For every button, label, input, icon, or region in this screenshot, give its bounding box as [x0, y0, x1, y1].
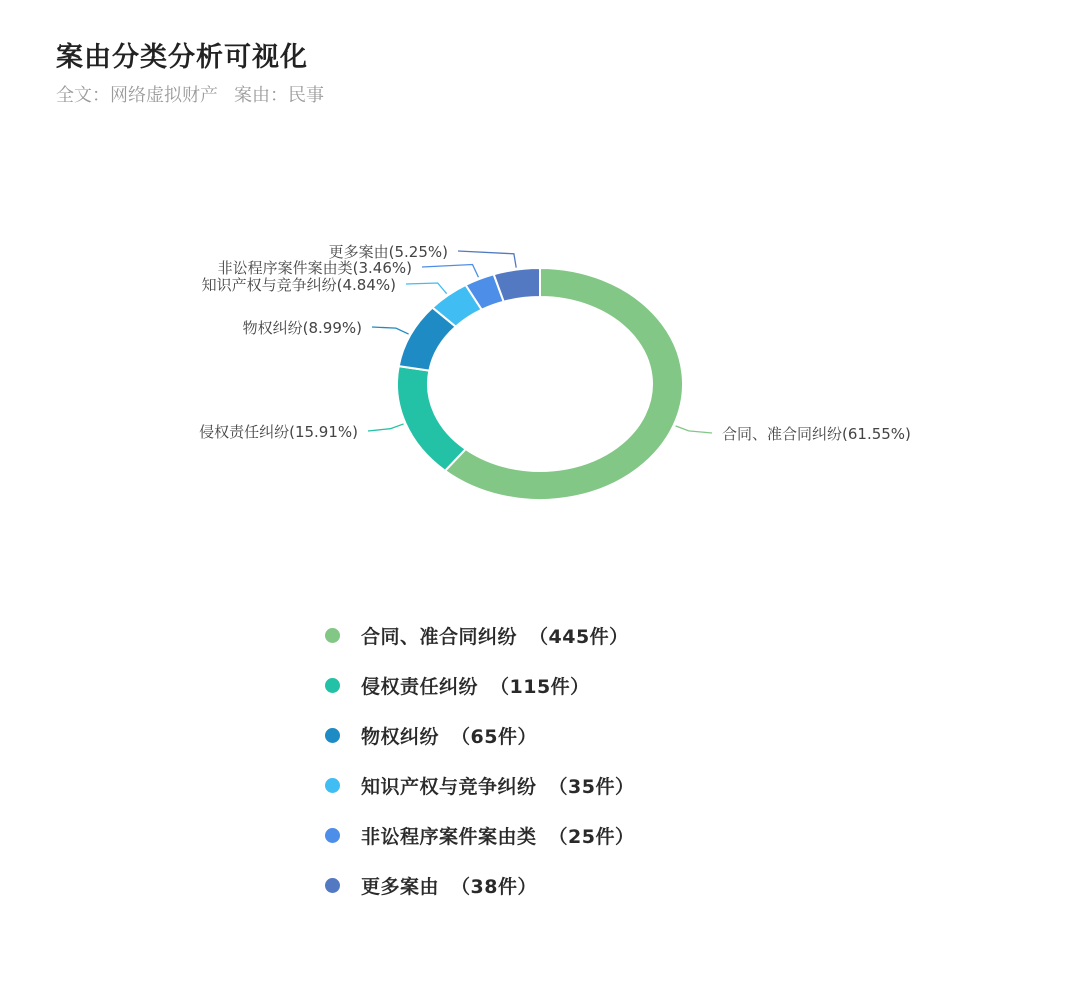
- fulltext-label: 全文：: [56, 85, 110, 106]
- legend-swatch: [325, 878, 340, 893]
- leader-line: [406, 283, 447, 294]
- legend-item-property[interactable]: [325, 710, 634, 760]
- slice-label: 非讼程序案件案由类(3.46%): [217, 259, 412, 277]
- legend-swatch: [325, 778, 340, 793]
- donut-slice[interactable]: [397, 366, 466, 471]
- fulltext-value: 网络虚拟财产: [110, 85, 218, 106]
- slice-label: 物权纠纷(8.99%): [242, 319, 362, 337]
- slice-label: 侵权责任纠纷(15.91%): [199, 423, 358, 441]
- legend-swatch: [325, 628, 340, 643]
- leader-line: [422, 264, 478, 277]
- page-title: 案由分类分析可视化: [56, 42, 308, 73]
- legend-item-tort[interactable]: [325, 660, 634, 710]
- slice-label: 知识产权与竞争纠纷(4.84%): [201, 276, 396, 294]
- donut-slices: [397, 268, 683, 500]
- leader-line: [368, 424, 404, 431]
- cause-value: 民事: [288, 85, 324, 106]
- legend-swatch: [325, 678, 340, 693]
- legend-label: 非讼程序案件案由类 （25件）: [361, 825, 635, 848]
- legend-item-contract[interactable]: [325, 610, 634, 660]
- leader-line: [676, 426, 712, 433]
- leader-line: [372, 327, 409, 334]
- legend-label: 物权纠纷 （65件）: [361, 725, 537, 748]
- legend-swatch: [325, 828, 340, 843]
- slice-label: 更多案由(5.25%): [328, 243, 448, 261]
- slice-label: 合同、准合同纠纷(61.55%): [722, 425, 911, 443]
- legend-label: 知识产权与竞争纠纷 （35件）: [361, 775, 635, 798]
- legend-item-non-litigation[interactable]: [325, 810, 634, 860]
- legend-swatch: [325, 728, 340, 743]
- legend-item-ip[interactable]: [325, 760, 634, 810]
- chart-legend: [325, 610, 634, 910]
- legend-label: 侵权责任纠纷 （115件）: [361, 675, 590, 698]
- legend-label: 合同、准合同纠纷 （445件）: [361, 625, 629, 648]
- legend-item-more[interactable]: [325, 860, 634, 910]
- cause-label: 案由：: [234, 85, 288, 106]
- legend-label: 更多案由 （38件）: [361, 875, 537, 898]
